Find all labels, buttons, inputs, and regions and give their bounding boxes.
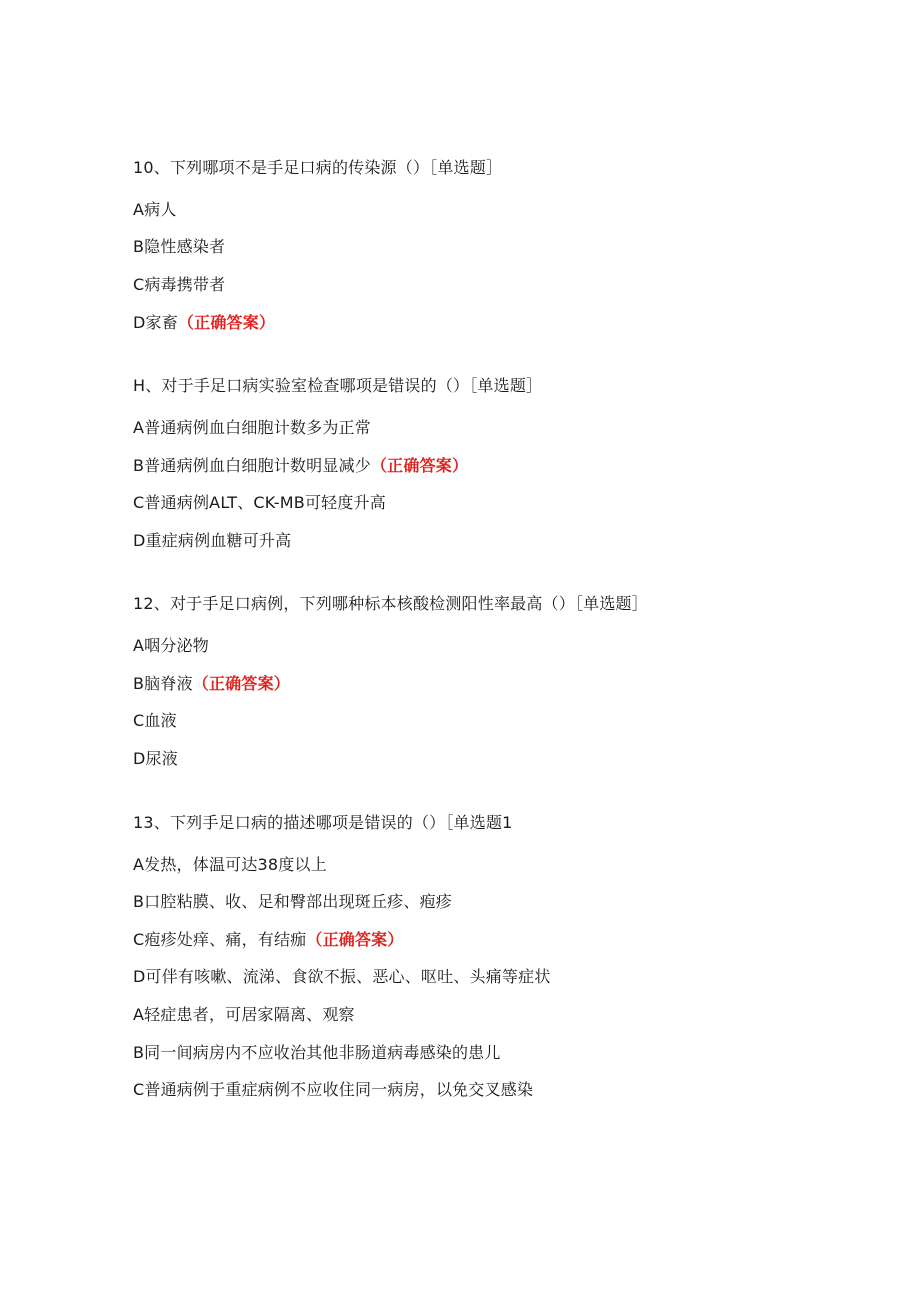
option-text: B脑脊液 [133,674,193,693]
question-11-option-b [133,456,468,476]
question-13-option-d [133,967,551,987]
question-13-extra-c [133,1080,533,1100]
option-text: B普通病例血白细胞计数明显减少 [133,456,371,475]
correct-answer-mark: （正确答案） [306,930,404,949]
option-text: A发热，体温可达38度以上 [133,855,327,874]
correct-answer-mark: （正确答案） [370,456,469,475]
question-12-stem: 12、对于手足口病例，下列哪种标本核酸检测阳性率最高（）［单选题］ [133,594,648,613]
question-11-stem: H、对于手足口病实验室检查哪项是错误的（）［单选题］ [133,376,543,395]
option-text: A咽分泌物 [133,636,209,655]
question-12-option-b [133,674,290,694]
question-10-option-c [133,275,225,295]
option-text: A轻症患者，可居家隔离、观察 [133,1005,355,1024]
option-text: C病毒携带者 [133,275,226,294]
question-10-stem: 10、下列哪项不是手足口病的传染源（）［单选题］ [133,158,503,177]
question-13-option-b [133,892,452,912]
option-text: C疱疹处痒、痛，有结痂 [133,930,307,949]
question-11-option-c [133,493,386,513]
option-text: A普通病例血白细胞计数多为正常 [133,418,371,437]
option-text: C普通病例于重症病例不应收住同一病房，以免交叉感染 [133,1080,534,1099]
correct-answer-mark: （正确答案） [192,674,290,693]
question-10-option-d [133,313,275,333]
option-text: B隐性感染者 [133,237,226,256]
question-13-stem: 13、下列手足口病的描述哪项是错误的（）［单选题1 [133,813,513,832]
option-text: C血液 [133,711,177,730]
question-12-option-c [133,711,177,731]
question-13-extra-a [133,1005,355,1025]
question-11-option-d [133,531,291,551]
question-12-option-a [133,636,209,656]
question-13-option-c [133,930,404,950]
correct-answer-mark: （正确答案） [177,313,276,332]
question-12-option-d [133,749,178,769]
option-text: C普通病例ALT、CK-MB可轻度升高 [133,493,386,512]
option-text: D重症病例血糖可升高 [133,531,292,550]
question-11-option-a [133,418,371,438]
question-13-extra-b [133,1043,501,1063]
question-13-option-a [133,855,327,875]
question-10-option-b [133,237,225,257]
option-text: A病人 [133,200,177,219]
option-text: D尿液 [133,749,178,768]
option-text: B同一间病房内不应收治其他非肠道病毒感染的患儿 [133,1043,501,1062]
option-text: D可伴有咳嗽、流涕、食欲不振、恶心、呕吐、头痛等症状 [133,967,551,986]
option-text: B口腔粘膜、收、足和臀部出现斑丘疹、疱疹 [133,892,452,911]
question-10-option-a [133,200,177,220]
option-text: D家畜 [133,313,178,332]
